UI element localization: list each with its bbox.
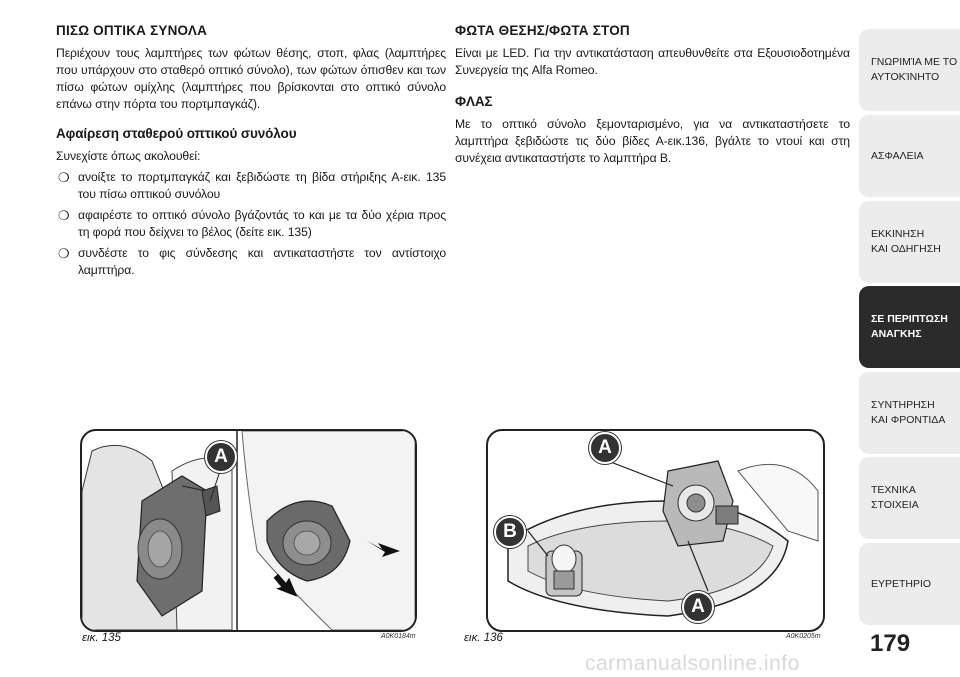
tab-index[interactable]: ΕΥΡΕΤΗΡΙΟ <box>859 543 960 625</box>
tab-maintenance-care[interactable]: ΣΥΝΤΗΡΗΣΗ ΚΑΙ ΦΡΟΝΤΙΔΑ <box>859 372 960 454</box>
callout-a-top: A <box>589 432 621 464</box>
bullet-circle-icon: ❍ <box>58 246 70 261</box>
list-item: ❍ αφαιρέστε το οπτικό σύνολο βγάζοντάς το και με τα δύο χέρια προς τη φορά που δείχνει το βέλος (δείτε εικ. 135) <box>58 208 446 239</box>
subheading-removal: Αφαίρεση σταθερού οπτικού συνόλου <box>56 126 297 141</box>
figure-135-caption: εικ. 135 <box>82 632 121 644</box>
figure-136 <box>486 429 825 632</box>
intro-paragraph: Περιέχουν τους λαμπτήρες των φώτων θέσης, στοπ, φλας (λαμπτήρες που υπάρχουν στο σταθερό οπτικό σύνολο), των φώτων όπισθεν και των πίσω φώτων ομίχλης (λαμπτήρες που βρίσκονται στο οπτικό σύνολο επάνω στην πόρτα του πορτμπαγκάζ). <box>56 46 446 111</box>
list-item: ❍ ανοίξτε το πορτμπαγκάζ και ξεβιδώστε τη βίδα στήριξης Α-εικ. 135 του πίσω οπτικού συνόλου <box>58 170 446 201</box>
tab-getting-to-know[interactable]: ΓΝΩΡΙΜΊΑ ΜΕ ΤΟ ΑΥΤΟΚΊΝΗΤΟ <box>859 29 960 111</box>
tail-light-removal-illustration <box>82 431 415 630</box>
callout-b: B <box>494 516 526 548</box>
bullet-circle-icon: ❍ <box>58 170 70 185</box>
indicator-bulb-illustration <box>488 431 823 630</box>
lead-text: Συνεχίστε όπως ακολουθεί: <box>56 149 201 163</box>
tab-emergency[interactable]: ΣΕ ΠΕΡΙΠΤΩΣΗ ΑΝΑΓΚΗΣ <box>859 286 960 368</box>
figure-135-code: A0K0184m <box>381 633 416 640</box>
list-item: ❍ συνδέστε το φις σύνδεσης και αντικαταστήστε τον αντίστοιχο λαμπτήρα. <box>58 246 446 277</box>
subheading-indicators: ΦΛΑΣ <box>455 94 493 109</box>
led-paragraph: Είναι με LED. Για την αντικατάσταση απευθυνθείτε στα Εξουσιοδοτημένα Συνεργεία της Alfa Romeo. <box>455 46 850 77</box>
page-number: 179 <box>870 630 911 657</box>
steps-list <box>56 169 446 279</box>
tab-safety[interactable]: ΑΣΦΑΛΕΙΑ <box>859 115 960 197</box>
callout-a: A <box>205 441 237 473</box>
tab-technical-data[interactable]: ΤΕΧΝΙΚΑ ΣΤΟΙΧΕΙΑ <box>859 457 960 539</box>
figure-136-code: A0K0205m <box>786 633 821 640</box>
tab-starting-driving[interactable]: ΕΚΚΙΝΗΣΗ ΚΑΙ ΟΔΗΓΗΣΗ <box>859 201 960 283</box>
right-column <box>455 22 850 171</box>
left-column <box>56 22 446 283</box>
callout-a-bottom: A <box>682 591 714 623</box>
bullet-circle-icon: ❍ <box>58 208 70 223</box>
section-heading-position-stop-lights: ΦΩΤΑ ΘΕΣΗΣ/ΦΩΤΑ ΣΤΟΠ <box>455 23 630 38</box>
figure-136-caption: εικ. 136 <box>464 632 503 644</box>
indicator-paragraph: Με το οπτικό σύνολο ξεμονταρισμένο, για να αντικαταστήσετε το λαμπτήρα ξεβιδώστε τις δύο βίδες Α-εικ.136, βγάλτε το ντουί και στη συνέχεια αντικαταστήστε το λαμπτήρα Β. <box>455 117 850 165</box>
section-heading-rear-lights: ΠΙΣΩ ΟΠΤΙΚΑ ΣΥΝΟΛΑ <box>56 23 208 38</box>
figure-135 <box>80 429 417 632</box>
watermark: carmanualsonline.info <box>585 652 800 675</box>
